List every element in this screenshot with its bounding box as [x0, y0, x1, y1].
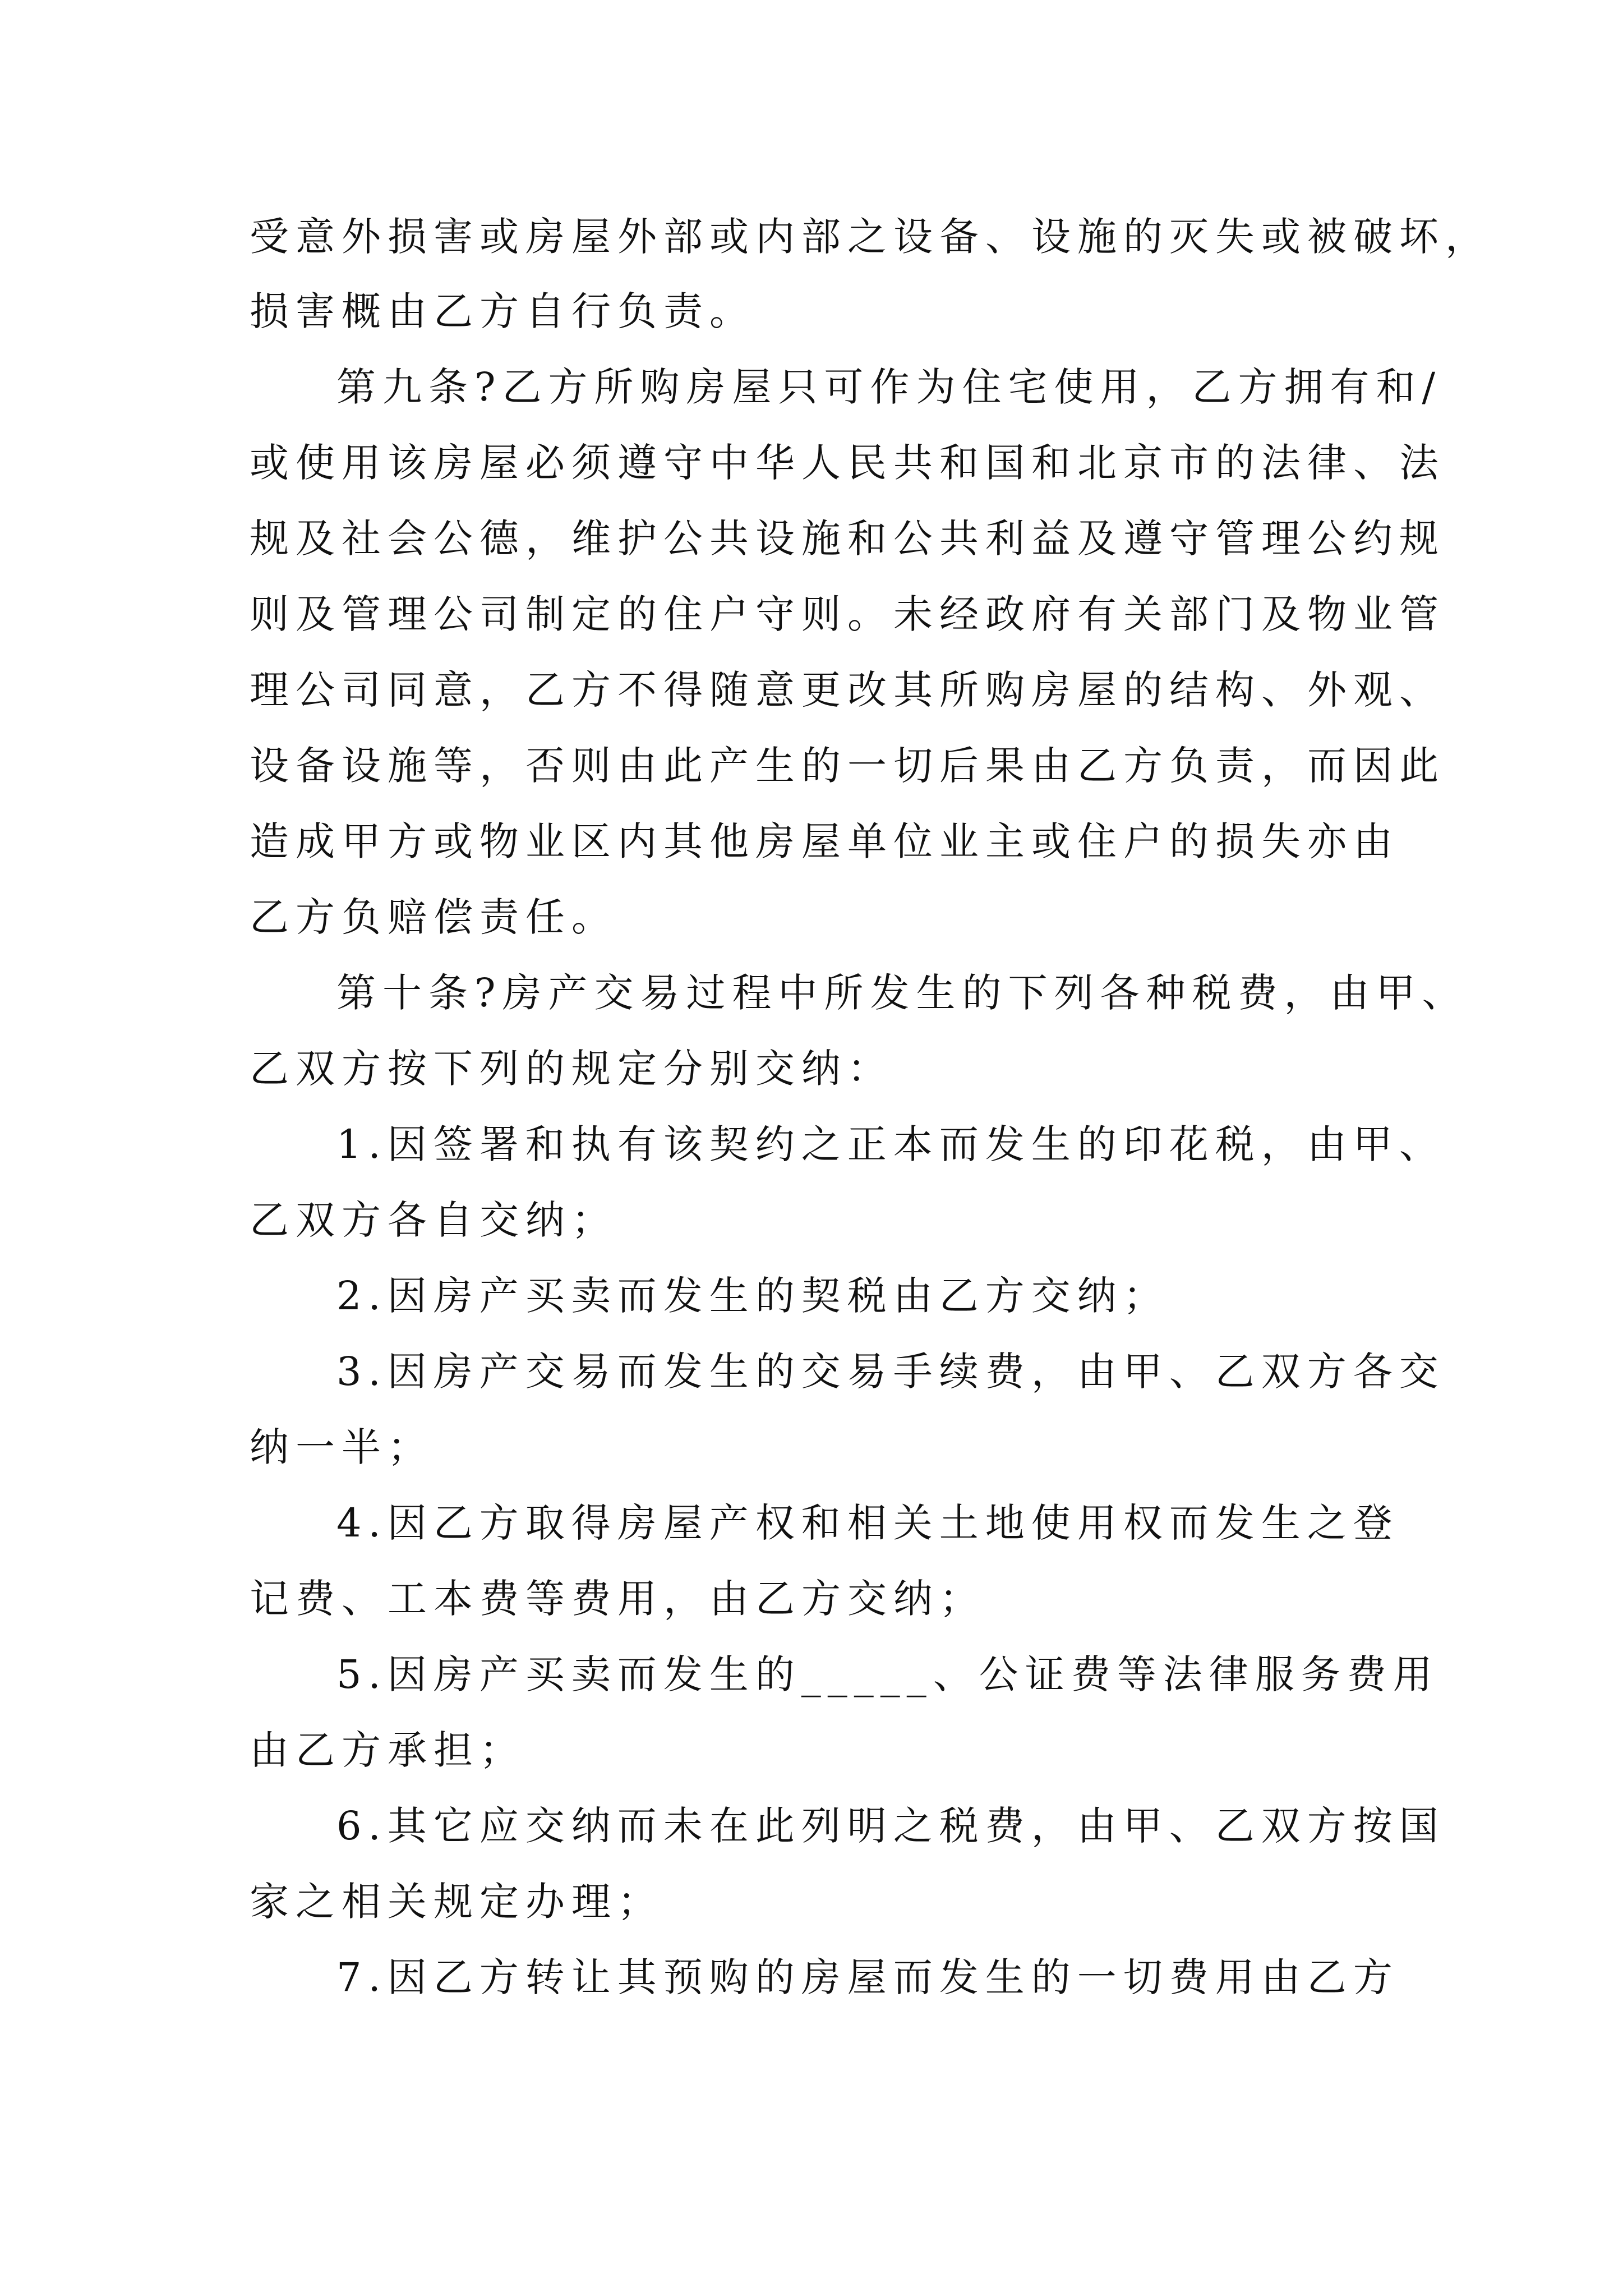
text-line: 乙方负赔偿责任。	[250, 894, 617, 940]
text-line: 第九条?乙方所购房屋只可作为住宅使用，乙方拥有和/	[336, 364, 1442, 410]
text-line: 造成甲方或物业区内其他房屋单位业主或住户的损失亦由	[250, 818, 1399, 864]
text-line: 纳一半；	[250, 1424, 434, 1470]
text-line: 则及管理公司制定的住户守则。未经政府有关部门及物业管	[250, 591, 1445, 637]
text-line: 理公司同意，乙方不得随意更改其所购房屋的结构、外观、	[250, 667, 1445, 713]
text-line: 乙双方按下列的规定分别交纳：	[250, 1046, 893, 1092]
text-line: 受意外损害或房屋外部或内部之设备、设施的灭失或被破坏，	[250, 214, 1491, 260]
text-line: 2.因房产买卖而发生的契税由乙方交纳；	[336, 1273, 1169, 1319]
text-line: 1.因签署和执有该契约之正本而发生的印花税，由甲、	[336, 1121, 1445, 1167]
text-line: 乙双方各自交纳；	[250, 1197, 617, 1243]
text-line: 第十条?房产交易过程中所发生的下列各种税费，由甲、	[336, 970, 1468, 1016]
text-line: 由乙方承担；	[250, 1727, 525, 1773]
text-line: 损害概由乙方自行负责。	[250, 288, 755, 334]
text-line: 4.因乙方取得房屋产权和相关土地使用权而发生之登	[336, 1500, 1399, 1546]
text-line: 设备设施等，否则由此产生的一切后果由乙方负责，而因此	[250, 743, 1445, 789]
text-line: 或使用该房屋必须遵守中华人民共和国和北京市的法律、法	[250, 440, 1445, 486]
text-line: 7.因乙方转让其预购的房屋而发生的一切费用由乙方	[336, 1954, 1399, 2000]
text-line: 3.因房产交易而发生的交易手续费，由甲、乙双方各交	[336, 1349, 1445, 1395]
text-line: 记费、工本费等费用，由乙方交纳；	[250, 1576, 985, 1622]
text-line: 6.其它应交纳而未在此列明之税费，由甲、乙双方按国	[336, 1803, 1445, 1849]
text-line: 规及社会公德，维护公共设施和公共利益及遵守管理公约规	[250, 516, 1445, 562]
text-line: 5.因房产买卖而发生的_____、公证费等法律服务费用	[336, 1651, 1439, 1697]
text-line: 家之相关规定办理；	[250, 1879, 663, 1925]
